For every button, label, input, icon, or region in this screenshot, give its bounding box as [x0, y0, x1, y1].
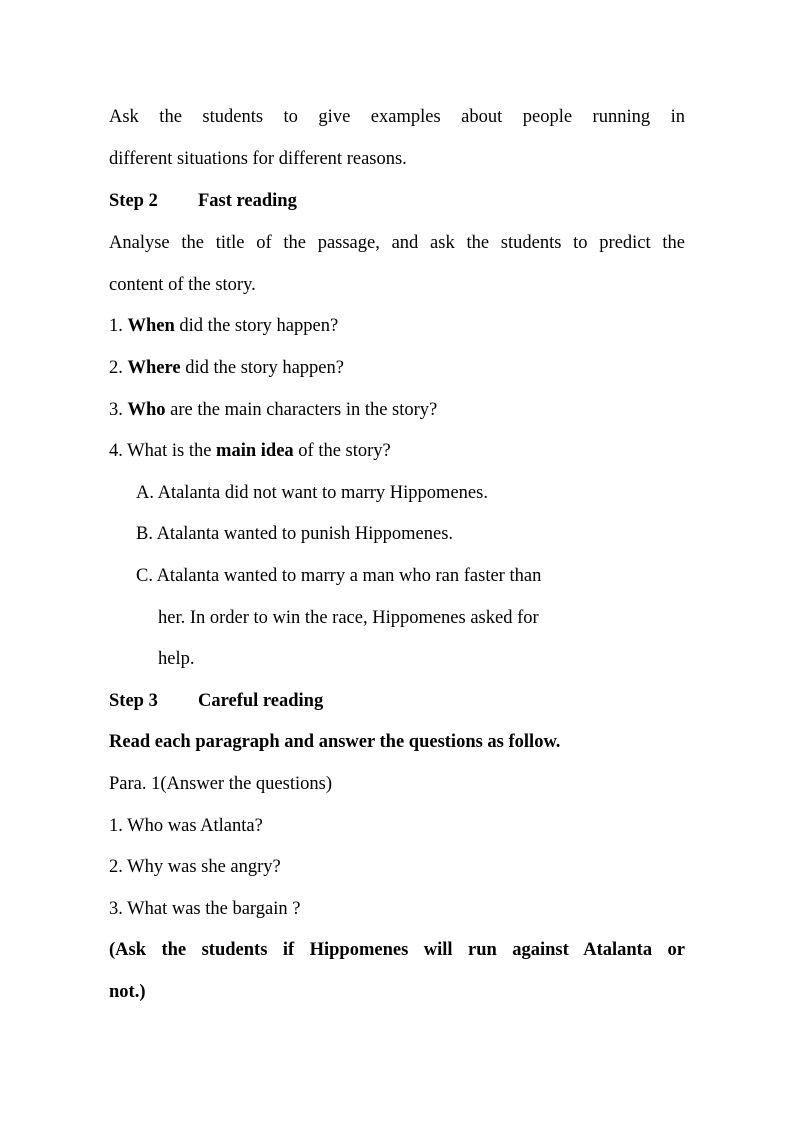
step2-number: Step 2: [109, 191, 158, 211]
question-text: did the story happen?: [174, 316, 339, 336]
step2-question-1: [109, 314, 685, 338]
step3-question-1: 1. Who was Atlanta?: [109, 816, 263, 836]
question-number: 2.: [109, 358, 128, 378]
question-text: did the story happen?: [180, 358, 344, 378]
step3-heading: [109, 689, 685, 713]
question-text: of the story?: [293, 441, 391, 461]
question-keyword: When: [127, 316, 175, 336]
step3-note-line-2: not.): [109, 982, 146, 1002]
option-b: B. Atalanta wanted to punish Hippomenes.: [136, 524, 454, 544]
step3-title: Careful reading: [198, 691, 324, 711]
step2-title: Fast reading: [198, 191, 297, 211]
intro-line-1: Ask the students to give examples about people running in: [109, 107, 685, 127]
option-c-line-3: help.: [158, 649, 195, 669]
step3-note-line-1: (Ask the students if Hippomenes will run against Atalanta or: [109, 940, 685, 960]
question-keyword: Where: [127, 358, 181, 378]
step3-question-2: 2. Why was she angry?: [109, 857, 281, 877]
step2-question-3: [109, 398, 685, 422]
question-text-pre: 4. What is the: [109, 441, 217, 461]
step2-instruction-line-2: content of the story.: [109, 275, 256, 295]
question-keyword: main idea: [216, 441, 294, 461]
intro-line-2: different situations for different reasons.: [109, 149, 407, 169]
step2-instruction-line-1: Analyse the title of the passage, and ask the students to predict the: [109, 233, 685, 253]
step2-question-4: [109, 439, 685, 463]
question-number: 3.: [109, 400, 128, 420]
option-c-line-1: C. Atalanta wanted to marry a man who ran faster than: [136, 566, 542, 586]
step3-number: Step 3: [109, 691, 158, 711]
option-a: A. Atalanta did not want to marry Hippomenes.: [136, 483, 488, 503]
step2-heading: [109, 189, 685, 213]
para-1-heading: Para. 1(Answer the questions): [109, 774, 332, 794]
step2-question-2: [109, 356, 685, 380]
question-text: are the main characters in the story?: [165, 400, 438, 420]
option-c-line-2: her. In order to win the race, Hippomenes asked for: [158, 608, 539, 628]
step3-question-3: 3. What was the bargain ?: [109, 899, 301, 919]
question-keyword: Who: [127, 400, 166, 420]
question-number: 1.: [109, 316, 128, 336]
step3-instruction: Read each paragraph and answer the questions as follow.: [109, 732, 561, 752]
